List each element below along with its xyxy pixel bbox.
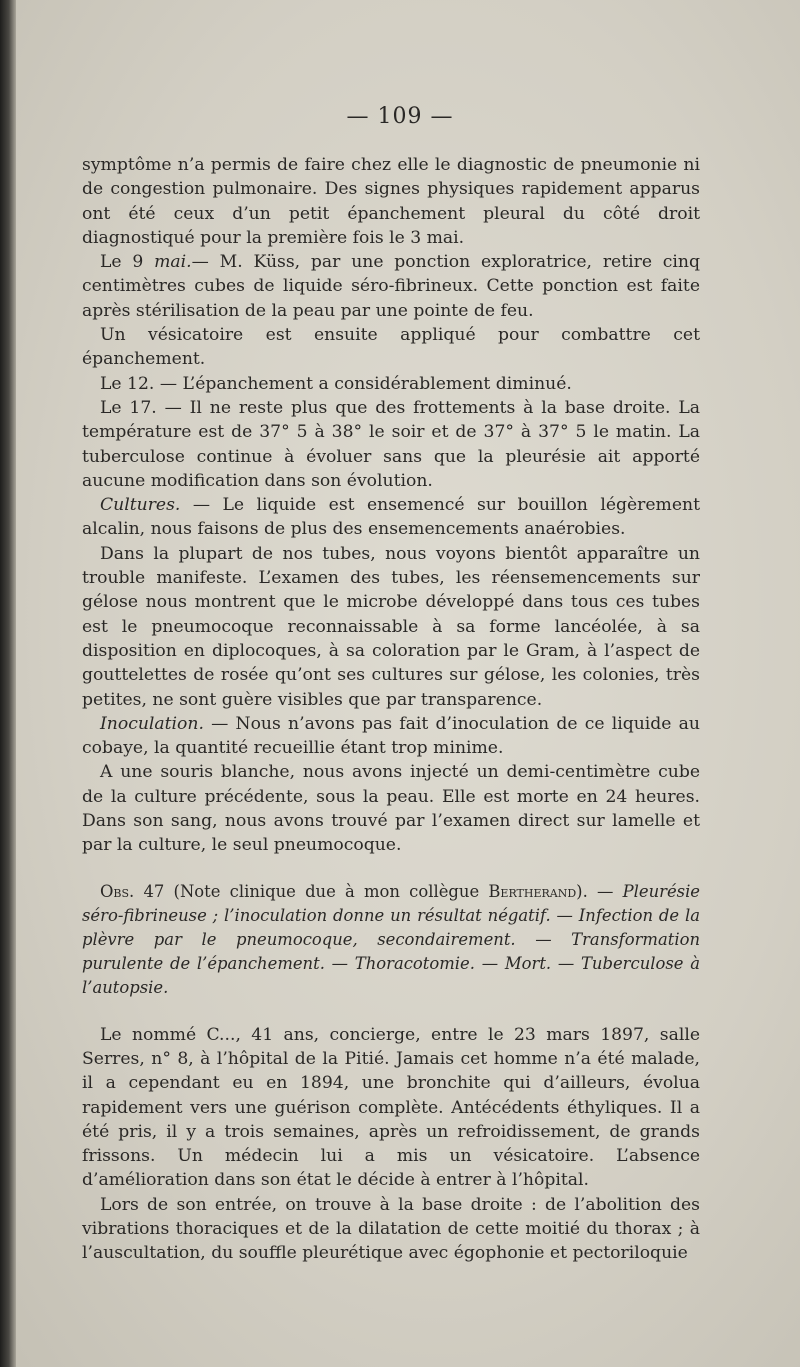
paragraph-8 xyxy=(82,712,700,761)
section-label-inoculation: Inoculation. xyxy=(100,713,204,734)
paragraph-2 xyxy=(82,250,700,323)
book-binding-edge xyxy=(0,0,16,1367)
obs-label: Obs. xyxy=(100,881,135,901)
obs-author: Bertherand xyxy=(488,881,577,901)
paragraph-3: Un vésicatoire est ensuite appliqué pour combattre cet épanchement. xyxy=(82,325,700,370)
paragraph-6-text: — Le liquide est ensemencé sur bouillon légèrement alcalin, nous faisons de plus des ensemencements anaérobies. xyxy=(82,495,700,540)
paragraph-2-text: — M. Küss, par une ponction exploratrice, retire cinq centimètres cubes de liquide séro-fibrineux. Cette ponction est faite après stérilisation de la peau par une pointe de feu. xyxy=(82,252,700,321)
paragraph-5: Le 17. — Il ne reste plus que des frottements à la base droite. La température est de 37° 5 à 38° le soir et de 37° à 37° 5 le matin. La tuberculose continue à évoluer sans que la pleurésie ait apporté aucune modification dans son évolution. xyxy=(82,397,700,491)
section-label-cultures: Cultures. xyxy=(100,495,181,516)
paragraph-8-text: — Nous n’avons pas fait d’inoculation de ce liquide au cobaye, la quantité recueillie étant trop minime. xyxy=(82,713,700,759)
body-text xyxy=(82,153,700,1266)
paragraph-11: Lors de son entrée, on trouve à la base droite : de l’abolition des vibrations thoraciques et de la dilatation de cette moitié du thorax ; à l’auscultation, du souffle pleurétique avec égophonie et pectoriloquie xyxy=(82,1194,700,1264)
observation-heading xyxy=(82,880,700,1000)
date-label: Le 9 xyxy=(100,252,155,273)
obs-title: Pleurésie séro-fibrineuse ; l’inoculation donne un résultat négatif. — Infection de la plèvre par le pneumocoque, secondairement. — Transformation purulente de l’épanchement. — Thoracotomie. — Mort. — Tuberculose à l’autopsie. xyxy=(82,881,701,997)
paragraph-7: Dans la plupart de nos tubes, nous voyons bientôt apparaître un trouble manifeste. L’examen des tubes, les réensemencements sur gélose nous montrent que le microbe développé dans tous ces tubes est le pneumocoque reconnaissable à sa forme lancéolée, à sa disposition en diplocoques, à sa coloration par le Gram, à l’aspect de gouttelettes de rosée qu’ont ses cultures sur gélose, les colonies, très petites, ne sont guère visibles que par transparence. xyxy=(82,543,700,710)
date-month: mai. xyxy=(154,252,192,273)
obs-text-1: 47 (Note clinique due à mon collègue xyxy=(134,881,489,901)
paragraph-4: Le 12. — L’épanchement a considérablement diminué. xyxy=(100,373,572,394)
page-number: — 109 — xyxy=(346,104,454,129)
paragraph-9: A une souris blanche, nous avons injecté un demi-centimètre cube de la culture précédente, sous la peau. Elle est morte en 24 heures. Dans son sang, nous avons trouvé par l’examen direct sur lamelle et par la culture, le seul pneumocoque. xyxy=(82,762,700,856)
paragraph-6 xyxy=(82,493,700,542)
paragraph-10: Le nommé C..., 41 ans, concierge, entre le 23 mars 1897, salle Serres, n° 8, à l’hôpital de la Pitié. Jamais cet homme n’a été malade, il a cependant eu en 1894, une bronchite qui d’ailleurs, évolua rapidement vers une guérison complète. Antécédents éthyliques. Il a été pris, il y a trois semaines, après un refroidissement, de grands frissons. Un médecin lui a mis un vésicatoire. L’absence d’amélioration dans son état le décide à entrer à l’hôpital. xyxy=(82,1024,700,1191)
obs-text-2: ). — xyxy=(576,881,623,901)
paragraph-1: symptôme n’a permis de faire chez elle le diagnostic de pneumonie ni de congestion pulmonaire. Des signes physiques rapidement apparus ont été ceux d’un petit épanchement pleural du côté droit diagnostiqué pour la première fois le 3 mai. xyxy=(82,155,700,248)
